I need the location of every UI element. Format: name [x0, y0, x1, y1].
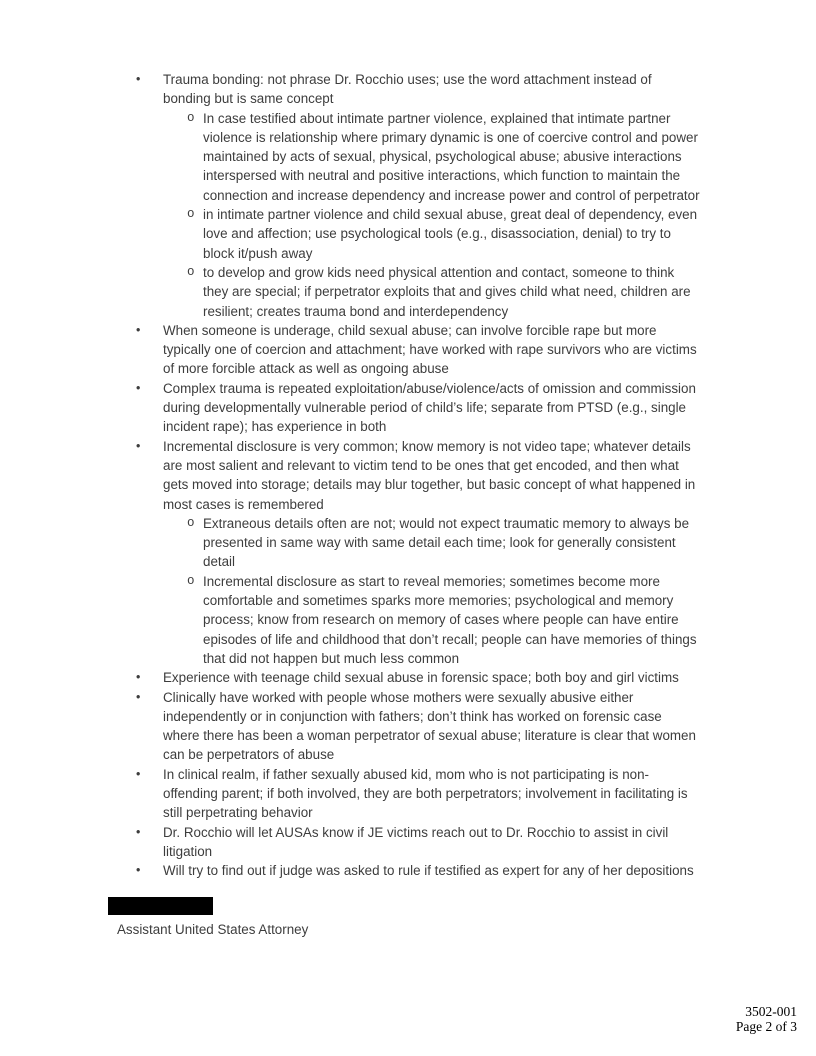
bullet-marker: •: [136, 438, 141, 453]
bullet-text: Incremental disclosure as start to reveal memories; sometimes become more comfortable and sometimes sparks more memories; psychological and memory process; know from research on memory of cases where people can have entire episodes of life and childhood that don’t recall; people can have memories of things that did not happen but much less common: [203, 573, 697, 666]
bullet-text: Incremental disclosure is very common; know memory is not video tape; whatever details are most salient and relevant to victim tend to be ones that get encoded, and then what gets moved into storage; details may blur together, but basic concept of what happened in most cases is remembered: [163, 438, 696, 512]
bullet-item: [136, 688, 701, 765]
sub-bullet-marker: o: [187, 264, 195, 279]
notes-list: [0, 70, 816, 880]
bullet-marker: •: [136, 322, 141, 337]
sub-bullet-marker: o: [187, 573, 195, 588]
footer-page-label: Page 2 of 3: [735, 1018, 797, 1034]
sub-bullet-marker: o: [187, 207, 195, 222]
bullet-marker: •: [136, 863, 141, 878]
bullet-text: Complex trauma is repeated exploitation/abuse/violence/acts of omission and commission during developmentally vulnerable period of child’s life; separate from PTSD (e.g., single incident rape); has experience in both: [163, 380, 696, 435]
bullet-item: [136, 379, 701, 437]
bullet-item: [136, 321, 701, 379]
bullet-item: [136, 70, 701, 109]
bullet-text: When someone is underage, child sexual abuse; can involve forcible rape but more typically one of coercion and attachment; have worked with rape survivors who are victims of more forcible attack as well as ongoing abuse: [163, 322, 697, 377]
sub-bullet-item: [187, 514, 701, 572]
sub-bullet-item: [187, 263, 701, 321]
bullet-item: [136, 437, 701, 514]
bullet-text: Experience with teenage child sexual abuse in forensic space; both boy and girl victims: [163, 670, 679, 686]
bullet-text: to develop and grow kids need physical attention and contact, someone to think they are special; if perpetrator exploits that and gives child what need, children are resilient; creates trauma bond and interdependency: [203, 264, 691, 319]
footer-doc-number: 3502-001: [745, 1004, 797, 1019]
bullet-item: [136, 765, 701, 823]
bullet-marker: •: [136, 824, 141, 839]
bullet-item: [136, 668, 701, 687]
page-footer: [736, 1005, 797, 1034]
bullet-marker: •: [136, 766, 141, 781]
bullet-marker: •: [136, 380, 141, 395]
bullet-text: In case testified about intimate partner violence, explained that intimate partner violence is relationship where primary dynamic is one of coercive control and power maintained by acts of sexual, physical, psychological abuse; abusive interactions interspersed with neutral and positive interactions, which function to maintain the connection and increase dependency and increase power and control of perpetrator: [203, 110, 700, 203]
sub-bullet-marker: o: [187, 515, 195, 530]
bullet-text: in intimate partner violence and child sexual abuse, great deal of dependency, even love and affection; use psychological tools (e.g., disassociation, denial) to try to block it/push away: [203, 207, 698, 261]
bullet-text: Will try to find out if judge was asked to rule if testified as expert for any of her depositions: [163, 863, 694, 879]
bullet-item: [136, 823, 701, 862]
signer-title: Assistant United States Attorney: [117, 922, 309, 937]
bullet-text: In clinical realm, if father sexually abused kid, mom who is not participating is non-offending parent; if both involved, they are both perpetrators; involvement in facilitating is still perpetrating behavior: [163, 766, 688, 821]
sub-bullet-item: [187, 572, 701, 668]
bullet-marker: •: [136, 670, 141, 685]
bullet-marker: •: [136, 72, 141, 86]
bullet-text: Trauma bonding: not phrase Dr. Rocchio uses; use the word attachment instead of bonding but is same concept: [163, 72, 652, 107]
bullet-text: Extraneous details often are not; would not expect traumatic memory to always be presented in same way with same detail each time; look for generally consistent detail: [203, 515, 690, 570]
bullet-text: Dr. Rocchio will let AUSAs know if JE victims reach out to Dr. Rocchio to assist in civil litigation: [163, 824, 669, 859]
sub-bullet-item: [187, 205, 701, 263]
sub-bullet-marker: o: [187, 110, 195, 125]
redaction-bar: [108, 897, 213, 915]
bullet-text: Clinically have worked with people whose mothers were sexually abusive either independently or in conjunction with fathers; don’t think has worked on forensic case where there has been a woman perpetrator of sexual abuse; literature is clear that women can be perpetrators of abuse: [163, 689, 696, 763]
bullet-item: [136, 861, 701, 880]
bullet-marker: •: [136, 689, 141, 704]
sub-bullet-item: [187, 109, 701, 205]
